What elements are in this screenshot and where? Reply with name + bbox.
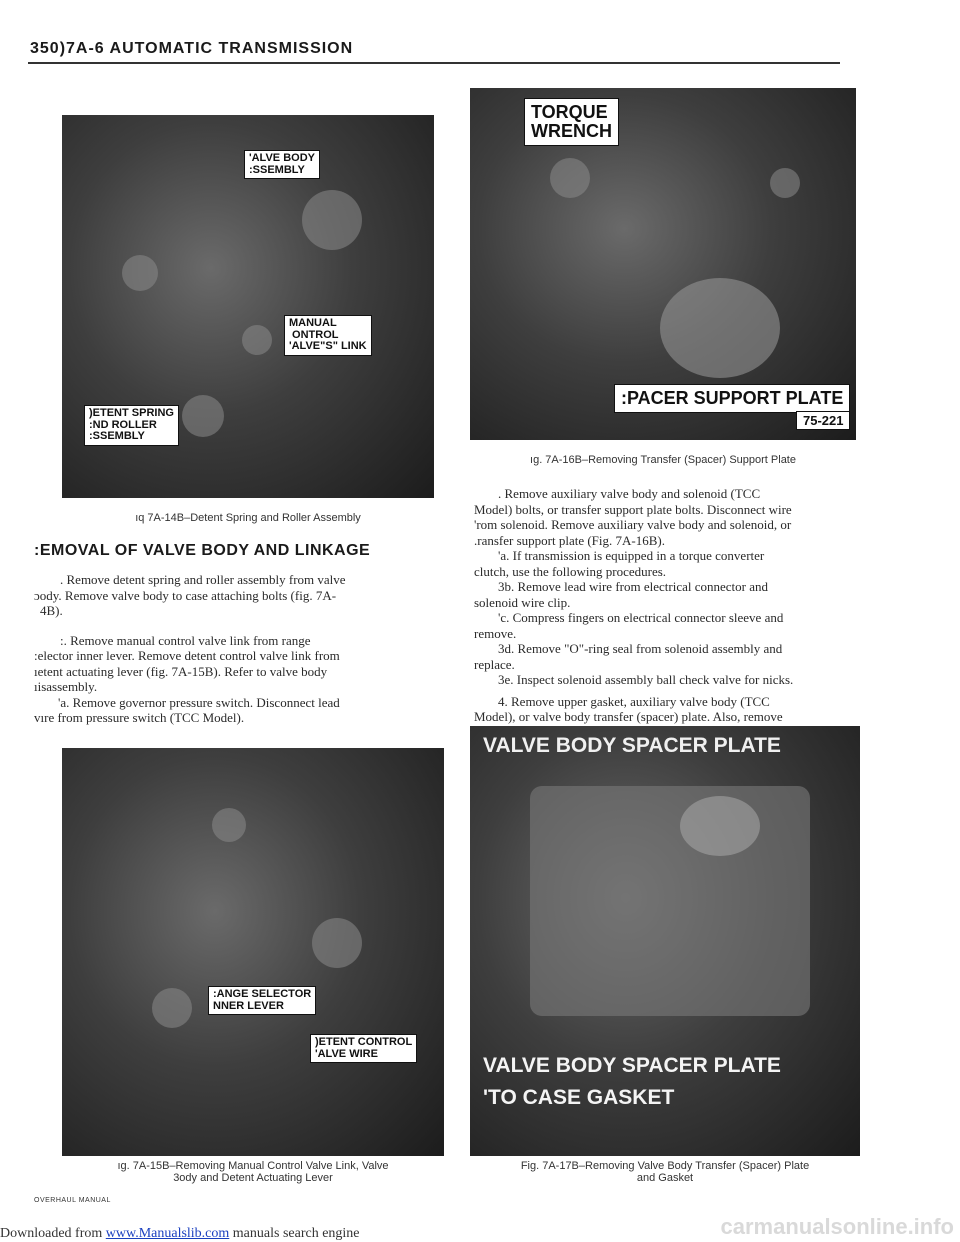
right-text-line: Model), or valve body transfer (spacer) plate. Also, remove — [474, 709, 783, 724]
label-to-case-gasket: 'TO CASE GASKET — [483, 1086, 675, 1109]
left-text-line: vıre from pressure switch (TCC Model). — [34, 710, 245, 725]
label-spacer-support-plate: :PACER SUPPORT PLATE — [614, 384, 850, 413]
right-text-line: 3d. Remove "O"-ring seal from solenoid assembly and — [498, 641, 783, 656]
badge-figure-number: 75-221 — [796, 411, 850, 430]
page-header: 350)7A-6 AUTOMATIC TRANSMISSION — [30, 40, 354, 57]
label-detent-spring-roller: )ETENT SPRING :ND ROLLER :SSEMBLY — [84, 405, 179, 446]
left-text-line: :elector inner lever. Remove detent control valve link from — [34, 648, 340, 663]
header-rule — [28, 62, 840, 64]
caption-fig-17b-line2: and Gasket — [636, 1172, 694, 1184]
footer-manual-name: OVERHAUL MANUAL — [34, 1197, 111, 1204]
caption-fig-16b: ıg. 7A-16B–Removing Transfer (Spacer) Support Plate — [530, 454, 796, 466]
right-text-line: 3e. Inspect solenoid assembly ball check valve for nicks. — [498, 672, 794, 687]
right-text-line: replace. — [474, 656, 515, 672]
right-text-line: 'a. If transmission is equipped in a torque converter — [498, 548, 765, 563]
right-text-line: .ransfer support plate (Fig. 7A-16B). — [474, 532, 665, 548]
label-valve-body-assembly: 'ALVE BODY :SSEMBLY — [244, 150, 320, 179]
right-text-line: 'rom solenoid. Remove auxiliary valve body and solenoid, or — [474, 517, 792, 532]
right-text-line: solenoid wire clip. — [474, 594, 571, 610]
right-text-line: remove. — [474, 625, 517, 641]
left-text-column — [34, 572, 444, 726]
label-torque-wrench: TORQUE WRENCH — [524, 98, 619, 146]
download-suffix: manuals search engine — [229, 1226, 360, 1241]
left-text-line: 4B). — [40, 603, 63, 618]
download-prefix: Downloaded from — [0, 1226, 106, 1241]
caption-fig-17b-line1: Fig. 7A-17B–Removing Valve Body Transfer (Spacer) Plate — [520, 1160, 810, 1172]
right-text-line: 4. Remove upper gasket, auxiliary valve body (TCC — [498, 693, 770, 709]
caption-fig-15b-line1: ıg. 7A-15B–Removing Manual Control Valve Link, Valve — [117, 1160, 389, 1172]
manualslib-link[interactable]: www.Manualslib.com — [105, 1226, 230, 1241]
label-manual-control-valve-link: MANUAL ONTROL 'ALVE"S" LINK — [284, 315, 372, 356]
watermark: carmanualsonline.info — [720, 1214, 954, 1239]
left-text-line: 'a. Remove governor pressure switch. Disconnect lead — [58, 694, 340, 710]
caption-fig-15b-line2: 3ody and Detent Actuating Lever — [173, 1172, 333, 1184]
left-text-line: ıetent actuating lever (fig. 7A-15B). Refer to valve body — [34, 663, 328, 679]
label-detent-control-valve-wire: )ETENT CONTROL 'ALVE WIRE — [310, 1034, 417, 1063]
right-text-line: 3b. Remove lead wire from electrical connector and — [498, 579, 768, 594]
left-text-line: . Remove detent spring and roller assembly from valve — [60, 572, 346, 587]
left-text-line: ıisassembly. — [34, 679, 98, 694]
section-heading: :EMOVAL OF VALVE BODY AND LINKAGE — [34, 542, 371, 559]
right-text-line: . Remove auxiliary valve body and solenoid (TCC — [498, 486, 761, 501]
right-text-line: Model) bolts, or transfer support plate bolts. Disconnect wire — [474, 501, 792, 517]
caption-fig-17b — [470, 1160, 860, 1184]
left-text-line: ɔody. Remove valve body to case attaching bolts (fig. 7A- — [34, 587, 337, 603]
left-text-line: :. Remove manual control valve link from range — [60, 632, 311, 648]
right-text-line: 'c. Compress fingers on electrical connector sleeve and — [498, 610, 784, 625]
photo-manual-control-valve-link — [62, 748, 444, 1156]
label-valve-body-spacer-plate-bottom: VALVE BODY SPACER PLATE — [483, 1054, 781, 1077]
label-range-selector-inner-lever: :ANGE SELECTOR NNER LEVER — [208, 986, 316, 1015]
caption-fig-15b — [62, 1160, 444, 1184]
label-valve-body-spacer-plate-top: VALVE BODY SPACER PLATE — [483, 734, 781, 757]
right-text-column — [474, 486, 858, 725]
caption-fig-14b: ıq 7A-14B–Detent Spring and Roller Assembly — [135, 512, 361, 524]
download-bar — [0, 1226, 360, 1242]
right-text-line: clutch, use the following procedures. — [474, 563, 667, 579]
